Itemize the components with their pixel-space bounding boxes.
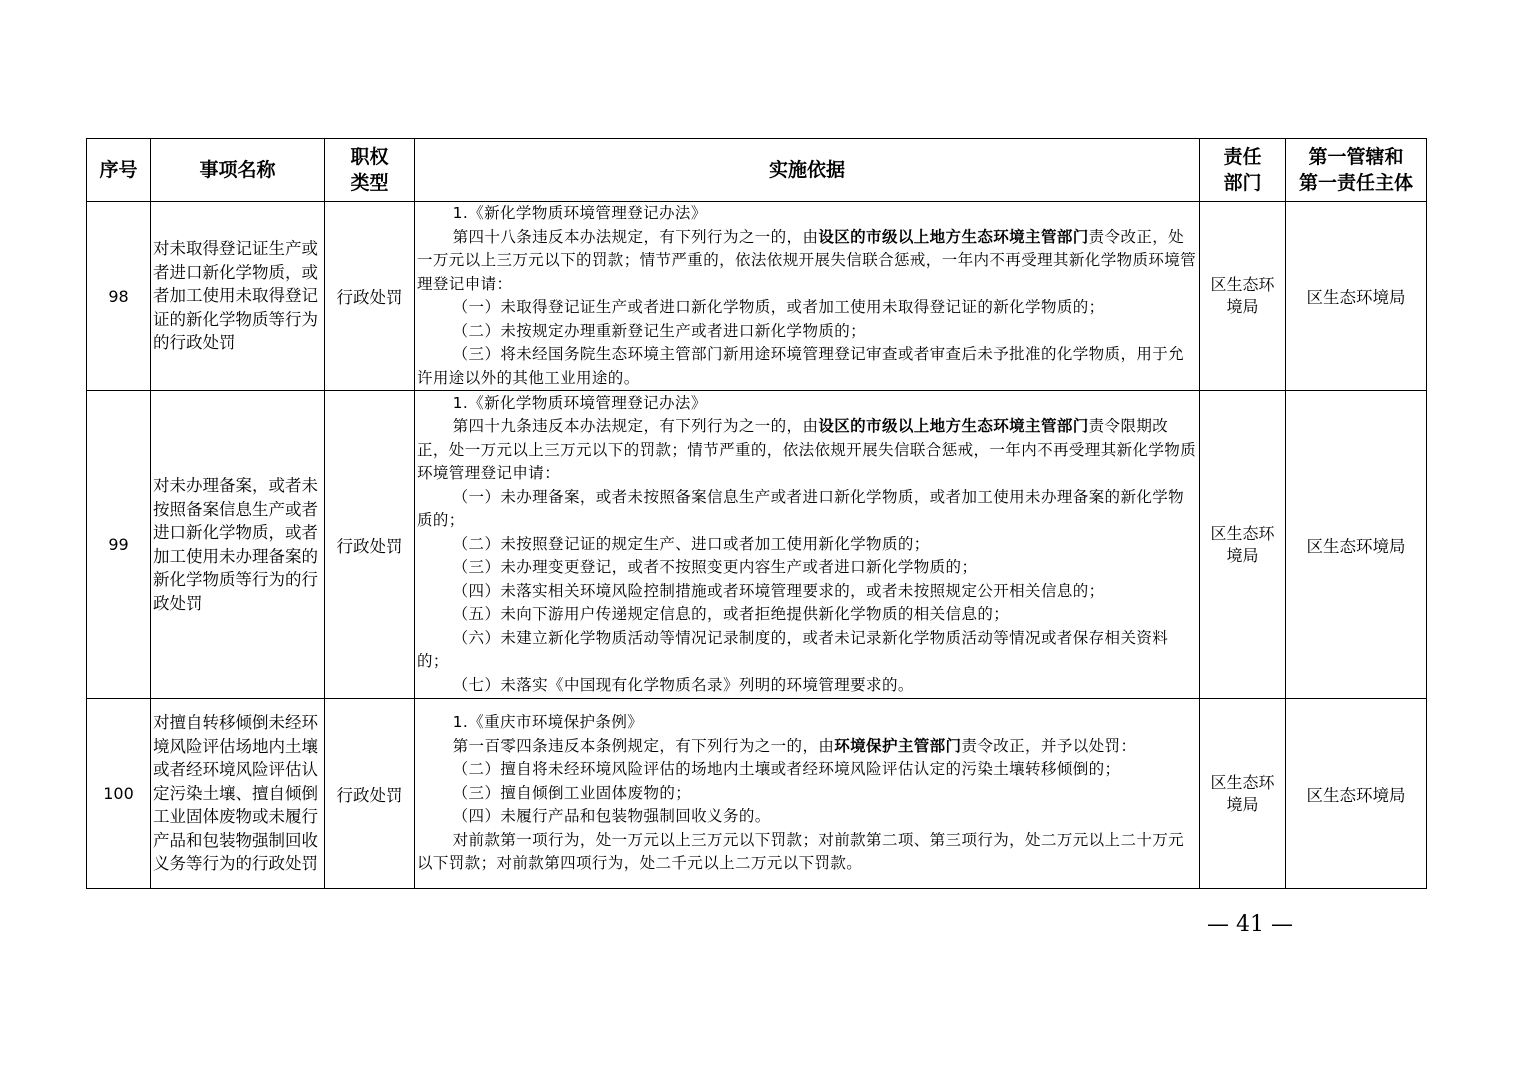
basis-item: （三）擅自倾倒工业固体废物的； [452, 783, 692, 802]
basis-item: （二）擅自将未经环境风险评估的场地内土壤或者经环境风险评估认定的污染土壤转移倾倒的； [452, 760, 1121, 779]
row-dept-line1: 区生态环 [1210, 523, 1275, 543]
header-item-name: 事项名称 [151, 139, 325, 202]
table-row [87, 391, 1427, 699]
header-owner [1286, 139, 1427, 202]
header-power-type-line1: 职权 [350, 146, 389, 168]
row-basis [415, 699, 1200, 889]
basis-paragraph-authority: 设区的市级以上地方生态环境主管部门 [818, 417, 1089, 436]
basis-paragraph-authority: 设区的市级以上地方生态环境主管部门 [818, 227, 1089, 246]
row-dept [1200, 699, 1286, 889]
row-dept-line1: 区生态环 [1210, 275, 1275, 294]
header-owner-line1: 第一管辖和 [1308, 146, 1404, 168]
row-item-name: 对擅自转移倾倒未经环境风险评估场地内土壤或者经环境风险评估认定污染土壤、擅自倾倒工业固体废物或未履行产品和包装物强制回收义务等行为的行政处罚 [151, 699, 325, 889]
basis-paragraph-post: 责令改正，并予以处罚： [961, 736, 1137, 755]
basis-item: （四）未落实相关环境风险控制措施或者环境管理要求的，或者未按照规定公开相关信息的； [452, 581, 1105, 600]
basis-paragraph-authority: 环境保护主管部门 [834, 736, 962, 755]
basis-item: （三）未办理变更登记，或者不按照变更内容生产或者进口新化学物质的； [452, 558, 978, 577]
header-power-type [325, 139, 415, 202]
header-dept-line1: 责任 [1223, 146, 1262, 168]
basis-item: （七）未落实《中国现有化学物质名录》列明的环境管理要求的。 [452, 675, 914, 694]
basis-title: 1.《新化学物质环境管理登记办法》 [452, 204, 707, 222]
basis-paragraph [417, 415, 1197, 486]
header-basis: 实施依据 [415, 139, 1200, 202]
header-seq: 序号 [87, 139, 151, 202]
basis-paragraph-pre: 第一百零四条违反本条例规定，有下列行为之一的，由 [452, 736, 835, 755]
row-power-type: 行政处罚 [325, 202, 415, 391]
basis-item: （二）未按照登记证的规定生产、进口或者加工使用新化学物质的； [452, 534, 930, 553]
basis-item: 对前款第一项行为，处一万元以上三万元以下罚款；对前款第二项、第三项行为，处二万元以上二十万元以下罚款；对前款第四项行为，处二千元以上二万元以下罚款。 [417, 830, 1185, 873]
basis-paragraph-pre: 第四十八条违反本办法规定，有下列行为之一的，由 [452, 227, 819, 246]
row-owner: 区生态环境局 [1286, 202, 1427, 391]
row-seq: 99 [87, 391, 151, 699]
enforcement-items-table [86, 138, 1427, 889]
row-dept [1200, 391, 1286, 699]
header-row [87, 139, 1427, 202]
row-dept-line2: 境局 [1226, 545, 1259, 565]
basis-paragraph-post: 责令改正，处一万元以上三万元以下的罚款；情节严重的，依法依规开展失信联合惩戒，一年内不再受理其新化学物质环境管理登记申请： [417, 227, 1197, 293]
basis-item: （三）将未经国务院生态环境主管部门新用途环境管理登记审查或者审查后未予批准的化学物质，用于允许用途以外的其他工业用途的。 [417, 345, 1185, 387]
header-power-type-line2: 类型 [350, 172, 389, 194]
row-owner: 区生态环境局 [1286, 391, 1427, 699]
row-power-type: 行政处罚 [325, 699, 415, 889]
row-dept-line2: 境局 [1226, 794, 1259, 814]
row-item-name: 对未办理备案，或者未按照备案信息生产或者进口新化学物质，或者加工使用未办理备案的新化学物质等行为的行政处罚 [151, 391, 325, 699]
row-seq: 98 [87, 202, 151, 391]
basis-title: 1.《新化学物质环境管理登记办法》 [452, 393, 707, 412]
basis-item: （一）未取得登记证生产或者进口新化学物质，或者加工使用未取得登记证的新化学物质的； [452, 298, 1105, 316]
header-dept [1200, 139, 1286, 202]
basis-paragraph-post: 责令限期改正，处一万元以上三万元以下的罚款；情节严重的，依法依规开展失信联合惩戒，一年内不再受理其新化学物质环境管理登记申请： [417, 417, 1197, 483]
row-dept-line1: 区生态环 [1210, 772, 1275, 792]
basis-title: 1.《重庆市环境保护条例》 [452, 713, 644, 732]
header-dept-line2: 部门 [1223, 172, 1262, 194]
row-power-type: 行政处罚 [325, 391, 415, 699]
basis-item: （四）未履行产品和包装物强制回收义务的。 [452, 807, 771, 826]
table-row [87, 202, 1427, 391]
basis-paragraph [417, 735, 1197, 759]
basis-paragraph [417, 226, 1197, 297]
header-owner-line2: 第一责任主体 [1298, 172, 1413, 194]
basis-item: （五）未向下游用户传递规定信息的，或者拒绝提供新化学物质的相关信息的； [452, 605, 1010, 624]
row-basis [415, 391, 1200, 699]
row-seq: 100 [87, 699, 151, 889]
row-item-name: 对未取得登记证生产或者进口新化学物质，或者加工使用未取得登记证的新化学物质等行为的行政处罚 [151, 202, 325, 391]
basis-paragraph-pre: 第四十九条违反本办法规定，有下列行为之一的，由 [452, 417, 819, 436]
basis-item: （二）未按规定办理重新登记生产或者进口新化学物质的； [452, 321, 867, 340]
page-number: — 41 — [1207, 912, 1293, 937]
basis-item: （一）未办理备案，或者未按照备案信息生产或者进口新化学物质，或者加工使用未办理备案的新化学物质的； [417, 487, 1185, 530]
basis-item: （六）未建立新化学物质活动等情况记录制度的，或者未记录新化学物质活动等情况或者保存相关资料的； [417, 628, 1169, 671]
table-row [87, 699, 1427, 889]
row-dept-line2: 境局 [1226, 297, 1259, 316]
row-dept [1200, 202, 1286, 391]
row-owner: 区生态环境局 [1286, 699, 1427, 889]
row-basis [415, 202, 1200, 391]
